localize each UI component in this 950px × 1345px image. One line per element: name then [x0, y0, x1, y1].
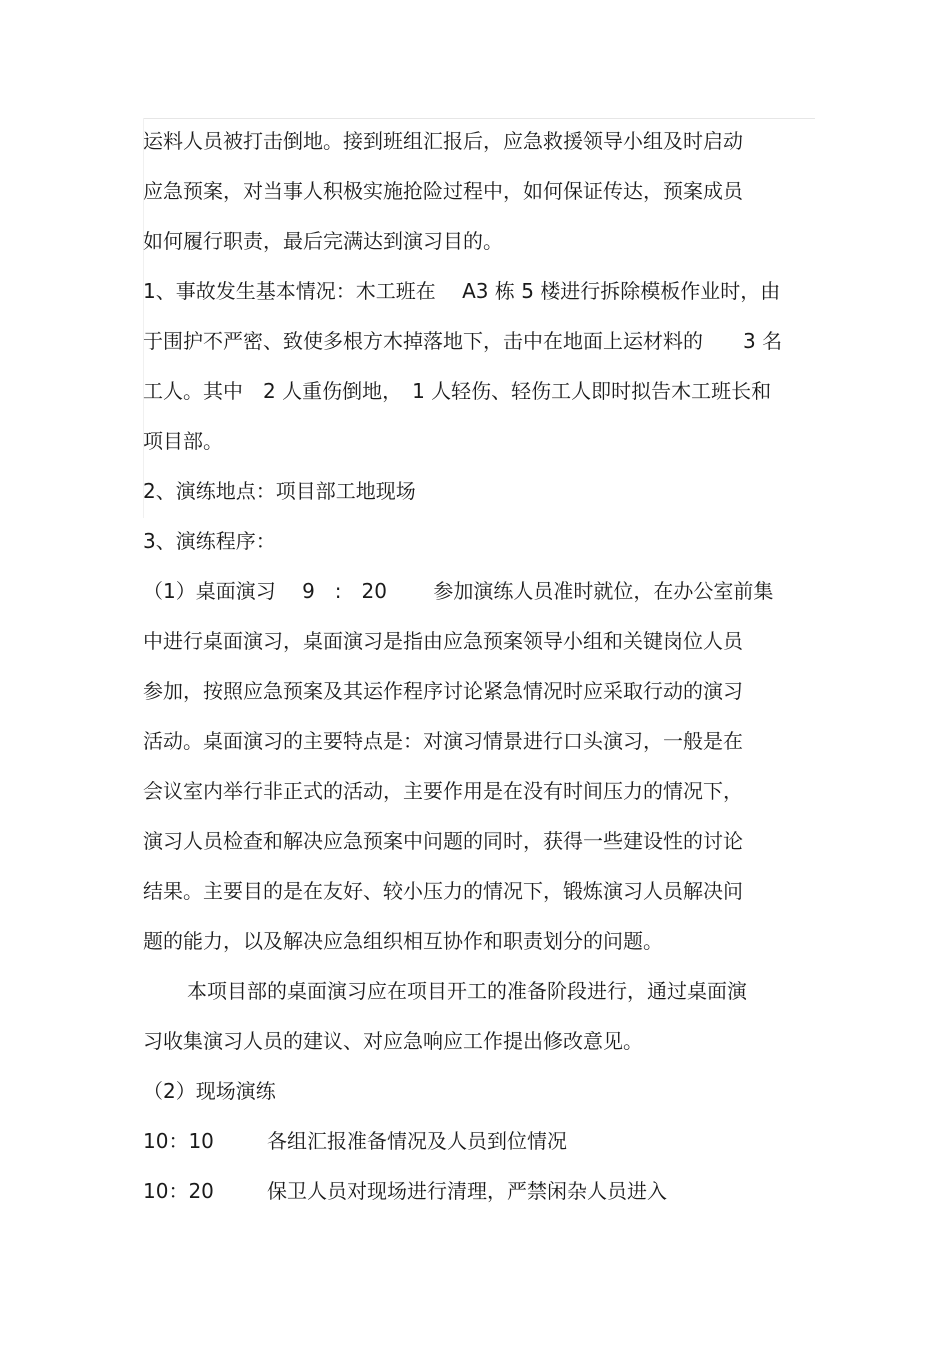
- paragraph-line: （1）桌面演习 9 : 20 参加演练人员准时就位，在办公室前集: [143, 579, 774, 603]
- paragraph-line: 演习人员检查和解决应急预案中问题的同时，获得一些建设性的讨论: [143, 829, 743, 853]
- section-heading: 2、演练地点：项目部工地现场: [143, 479, 416, 503]
- paragraph-line: 应急预案，对当事人积极实施抢险过程中，如何保证传达，预案成员: [143, 179, 743, 203]
- paragraph-line: 结果。主要目的是在友好、较小压力的情况下，锻炼演习人员解决问: [143, 879, 743, 903]
- schedule-desc: 保卫人员对现场进行清理，严禁闲杂人员进入: [267, 1179, 667, 1203]
- paragraph-line: 会议室内举行非正式的活动，主要作用是在没有时间压力的情况下，: [143, 779, 743, 803]
- paragraph-line: 活动。桌面演习的主要特点是：对演习情景进行口头演习，一般是在: [143, 729, 743, 753]
- schedule-time: 10：20: [143, 1179, 214, 1203]
- schedule-time: 10：10: [143, 1129, 214, 1153]
- paragraph-line: 本项目部的桌面演习应在项目开工的准备阶段进行，通过桌面演: [187, 979, 747, 1003]
- schedule-desc: 各组汇报准备情况及人员到位情况: [267, 1129, 567, 1153]
- paragraph-line: 运料人员被打击倒地。接到班组汇报后，应急救援领导小组及时启动: [143, 129, 743, 153]
- paragraph-line: 参加，按照应急预案及其运作程序讨论紧急情况时应采取行动的演习: [143, 679, 743, 703]
- paragraph-line: 于围护不严密、致使多根方木掉落地下，击中在地面上运材料的 3 名: [143, 329, 783, 353]
- section-heading: （2）现场演练: [143, 1079, 276, 1103]
- paragraph-line: 习收集演习人员的建议、对应急响应工作提出修改意见。: [143, 1029, 643, 1053]
- section-heading: 3、演练程序：: [143, 529, 276, 553]
- paragraph-line: 题的能力，以及解决应急组织相互协作和职责划分的问题。: [143, 929, 663, 953]
- paragraph-line: 如何履行职责，最后完满达到演习目的。: [143, 229, 503, 253]
- paragraph-line: 中进行桌面演习，桌面演习是指由应急预案领导小组和关键岗位人员: [143, 629, 743, 653]
- paragraph-line: 1、事故发生基本情况：木工班在 A3 栋 5 楼进行拆除模板作业时，由: [143, 279, 781, 303]
- paragraph-line: 项目部。: [143, 429, 223, 453]
- header-rule: [143, 118, 815, 119]
- paragraph-line: 工人。其中 2 人重伤倒地， 1 人轻伤、轻伤工人即时拟告木工班长和: [143, 379, 772, 403]
